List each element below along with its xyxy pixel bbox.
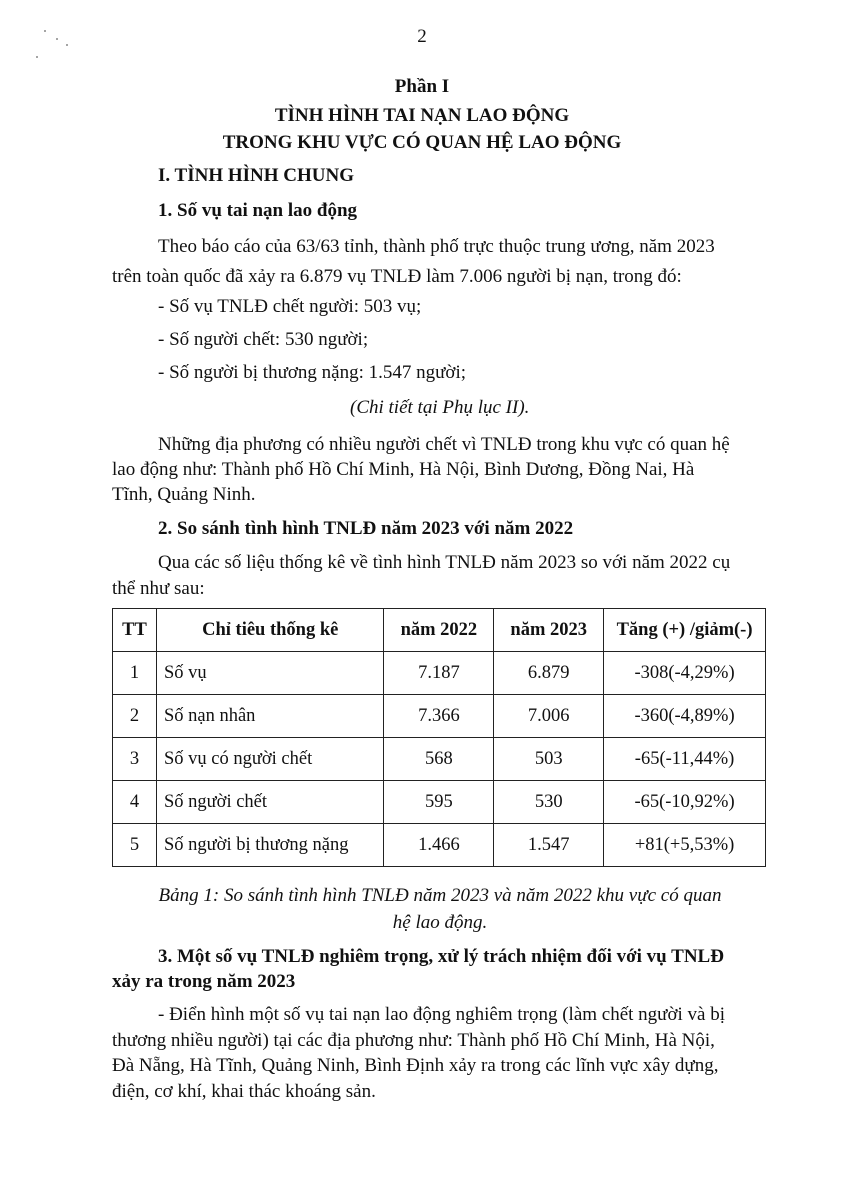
page-number: 2 xyxy=(417,26,427,47)
cell-tt: 5 xyxy=(113,824,157,867)
cell-change: -65(-10,92%) xyxy=(604,781,766,824)
table-header-row xyxy=(113,609,766,652)
scan-speck xyxy=(36,56,38,58)
paragraph-line: Qua các số liệu thống kê về tình hình TNLĐ năm 2023 so với năm 2022 cụ xyxy=(158,552,731,573)
paragraph-line: lao động như: Thành phố Hồ Chí Minh, Hà Nội, Bình Dương, Đồng Nai, Hà xyxy=(112,459,695,480)
appendix-note: (Chi tiết tại Phụ lục II). xyxy=(350,397,530,418)
cell-2022: 568 xyxy=(384,738,494,781)
column-header-2023: năm 2023 xyxy=(494,609,604,652)
cell-change: -65(-11,44%) xyxy=(604,738,766,781)
cell-2023: 7.006 xyxy=(494,695,604,738)
paragraph-line: thể như sau: xyxy=(112,578,205,599)
cell-tt: 3 xyxy=(113,738,157,781)
column-header-indicator: Chỉ tiêu thống kê xyxy=(156,609,384,652)
cell-indicator: Số vụ xyxy=(156,652,384,695)
paragraph-line: thương nhiều người) tại các địa phương như: Thành phố Hồ Chí Minh, Hà Nội, xyxy=(112,1030,715,1051)
column-header-change: Tăng (+) /giảm(-) xyxy=(604,609,766,652)
title-line-1: TÌNH HÌNH TAI NẠN LAO ĐỘNG xyxy=(274,105,570,126)
comparison-table xyxy=(112,608,766,867)
cell-tt: 4 xyxy=(113,781,157,824)
paragraph-line: Tĩnh, Quảng Ninh. xyxy=(112,484,256,505)
cell-tt: 2 xyxy=(113,695,157,738)
cell-2022: 7.187 xyxy=(384,652,494,695)
cell-indicator: Số người chết xyxy=(156,781,384,824)
table-caption-line-2: hệ lao động. xyxy=(392,912,488,933)
subsection-1-heading: 1. Số vụ tai nạn lao động xyxy=(158,200,358,221)
cell-change: -360(-4,89%) xyxy=(604,695,766,738)
cell-2023: 1.547 xyxy=(494,824,604,867)
cell-change: -308(-4,29%) xyxy=(604,652,766,695)
subsection-3-heading-line-1: 3. Một số vụ TNLĐ nghiêm trọng, xử lý trách nhiệm đối với vụ TNLĐ xyxy=(158,946,724,967)
bullet-item: - Số người chết: 530 người; xyxy=(158,329,369,350)
table-row xyxy=(113,824,766,867)
table-row xyxy=(113,738,766,781)
section-heading: I. TÌNH HÌNH CHUNG xyxy=(158,165,355,186)
bullet-item: - Số người bị thương nặng: 1.547 người; xyxy=(158,362,467,383)
part-heading: Phần I xyxy=(394,76,450,97)
subsection-3-heading-line-2: xảy ra trong năm 2023 xyxy=(112,971,296,992)
cell-tt: 1 xyxy=(113,652,157,695)
table-row xyxy=(113,781,766,824)
paragraph-line: Theo báo cáo của 63/63 tỉnh, thành phố trực thuộc trung ương, năm 2023 xyxy=(158,236,715,257)
cell-change: +81(+5,53%) xyxy=(604,824,766,867)
cell-indicator: Số nạn nhân xyxy=(156,695,384,738)
cell-2023: 530 xyxy=(494,781,604,824)
column-header-2022: năm 2022 xyxy=(384,609,494,652)
paragraph-line: Những địa phương có nhiều người chết vì TNLĐ trong khu vực có quan hệ xyxy=(158,434,730,455)
subsection-2-heading: 2. So sánh tình hình TNLĐ năm 2023 với năm 2022 xyxy=(158,518,574,539)
paragraph-line: - Điển hình một số vụ tai nạn lao động nghiêm trọng (làm chết người và bị xyxy=(158,1004,726,1025)
paragraph-line: điện, cơ khí, khai thác khoáng sản. xyxy=(112,1081,376,1102)
table-caption-line-1: Bảng 1: So sánh tình hình TNLĐ năm 2023 và năm 2022 khu vực có quan xyxy=(158,885,722,906)
table-row xyxy=(113,695,766,738)
cell-2022: 595 xyxy=(384,781,494,824)
paragraph-line: trên toàn quốc đã xảy ra 6.879 vụ TNLĐ làm 7.006 người bị nạn, trong đó: xyxy=(112,266,682,287)
paragraph-line: Đà Nẵng, Hà Tĩnh, Quảng Ninh, Bình Định xảy ra trong các lĩnh vực xây dựng, xyxy=(112,1055,719,1076)
cell-2022: 7.366 xyxy=(384,695,494,738)
column-header-tt: TT xyxy=(113,609,157,652)
cell-indicator: Số vụ có người chết xyxy=(156,738,384,781)
cell-indicator: Số người bị thương nặng xyxy=(156,824,384,867)
table-row xyxy=(113,652,766,695)
title-line-2: TRONG KHU VỰC CÓ QUAN HỆ LAO ĐỘNG xyxy=(222,132,622,153)
cell-2023: 503 xyxy=(494,738,604,781)
cell-2023: 6.879 xyxy=(494,652,604,695)
cell-2022: 1.466 xyxy=(384,824,494,867)
bullet-item: - Số vụ TNLĐ chết người: 503 vụ; xyxy=(158,296,422,317)
